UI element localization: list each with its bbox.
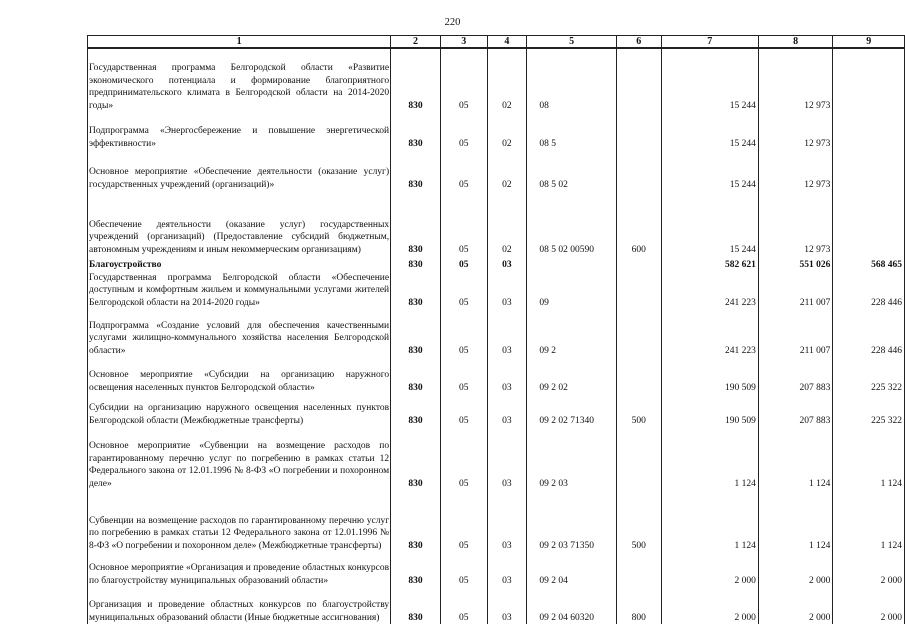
cell-subsection: 02	[487, 112, 527, 150]
cell-target-article: 08 5 02	[527, 150, 617, 191]
item-name: Основное мероприятие «Субсидии на организацию наружного освещения населенных пунктов Белгородской области»	[88, 357, 391, 394]
column-header: 3	[440, 36, 487, 49]
table-row	[88, 552, 905, 587]
column-header: 2	[391, 36, 441, 49]
cell-amount-col7: 1 124	[661, 490, 758, 552]
cell-amount-col9: 228 446	[833, 309, 905, 357]
cell-expense-type: 800	[616, 587, 661, 624]
cell-ministry: 830	[391, 490, 441, 552]
cell-target-article: 09 2 04 60320	[527, 587, 617, 624]
column-header: 9	[833, 36, 905, 49]
cell-subsection: 03	[487, 490, 527, 552]
table-row	[88, 48, 905, 112]
cell-expense-type: 500	[616, 490, 661, 552]
cell-amount-col9: 225 322	[833, 357, 905, 394]
cell-expense-type	[616, 150, 661, 191]
cell-amount-col9: 2 000	[833, 587, 905, 624]
cell-amount-col9	[833, 112, 905, 150]
item-name: Субсидии на организацию наружного освещения населенных пунктов Белгородской области (Межбюджетные трансферты)	[88, 394, 391, 427]
cell-ministry: 830	[391, 357, 441, 394]
cell-amount-col8: 211 007	[758, 309, 833, 357]
cell-amount-col7: 2 000	[661, 552, 758, 587]
cell-amount-col8: 2 000	[758, 552, 833, 587]
cell-expense-type: 500	[616, 394, 661, 427]
cell-expense-type	[616, 357, 661, 394]
cell-amount-col7: 15 244	[661, 112, 758, 150]
cell-expense-type	[616, 309, 661, 357]
cell-amount-col8: 2 000	[758, 587, 833, 624]
table-row	[88, 271, 905, 309]
cell-target-article: 08 5	[527, 112, 617, 150]
column-header: 1	[88, 36, 391, 49]
cell-ministry: 830	[391, 112, 441, 150]
cell-amount-col8: 551 026	[758, 256, 833, 271]
cell-ministry: 830	[391, 309, 441, 357]
cell-section: 05	[440, 394, 487, 427]
cell-ministry: 830	[391, 150, 441, 191]
cell-amount-col9: 2 000	[833, 552, 905, 587]
cell-target-article: 09 2 03	[527, 427, 617, 490]
cell-section: 05	[440, 552, 487, 587]
cell-amount-col9: 568 465	[833, 256, 905, 271]
table-row	[88, 256, 905, 271]
cell-expense-type	[616, 427, 661, 490]
cell-subsection: 03	[487, 309, 527, 357]
cell-section: 05	[440, 150, 487, 191]
cell-amount-col9: 225 322	[833, 394, 905, 427]
cell-target-article: 09 2 02	[527, 357, 617, 394]
cell-subsection: 03	[487, 427, 527, 490]
cell-amount-col7: 190 509	[661, 394, 758, 427]
cell-amount-col9: 1 124	[833, 427, 905, 490]
cell-target-article: 09 2 03 71350	[527, 490, 617, 552]
item-name: Государственная программа Белгородской области «Обеспечение доступным и комфортным жильем и коммунальными услугами жителей Белгородской области на 2014-2020 годы»	[89, 272, 390, 308]
cell-amount-col7: 582 621	[661, 256, 758, 271]
cell-section: 05	[440, 48, 487, 112]
cell-amount-col9	[833, 48, 905, 112]
item-name: Обеспечение деятельности (оказание услуг) государственных учреждений (организаций) (Предоставление субсидий бюджетным, автономным учреждениям и иным некоммерческим организациям)	[88, 191, 391, 256]
table-row	[88, 394, 905, 427]
item-name: Основное мероприятие «Субвенции на возмещение расходов по гарантированному перечню услуг по погребению в рамках статьи 12 Федерального закона от 12.01.1996 № 8-ФЗ «О погребении и похоронном деле»	[88, 427, 391, 490]
item-name: Государственная программа Белгородской области «Развитие экономического потенциала и формирование благоприятного предпринимательского климата в Белгородской области на 2014-2020 годы»	[88, 48, 391, 112]
cell-expense-type: 600	[616, 191, 661, 256]
cell-amount-col8: 211 007	[758, 271, 833, 309]
cell-subsection: 03	[487, 552, 527, 587]
column-header: 6	[616, 36, 661, 49]
cell-expense-type	[616, 271, 661, 309]
column-header: 4	[487, 36, 527, 49]
cell-ministry: 830	[391, 427, 441, 490]
item-name: Организация и проведение областных конкурсов по благоустройству муниципальных образований области (Иные бюджетные ассигнования)	[88, 587, 391, 624]
cell-section: 05	[440, 357, 487, 394]
table-row	[88, 150, 905, 191]
cell-amount-col8: 207 883	[758, 357, 833, 394]
item-name: Подпрограмма «Энергосбережение и повышение энергетической эффективности»	[88, 112, 391, 150]
cell-section: 05	[440, 427, 487, 490]
cell-target-article: 08 5 02 00590	[527, 191, 617, 256]
cell-section: 05	[440, 256, 487, 271]
cell-section: 05	[440, 587, 487, 624]
cell-subsection: 03	[487, 357, 527, 394]
cell-amount-col7: 190 509	[661, 357, 758, 394]
item-name: Подпрограмма «Создание условий для обеспечения качественными услугами жилищно-коммунального хозяйства населения Белгородской области»	[88, 309, 391, 357]
item-name: Благоустройство	[88, 256, 391, 271]
table-row	[88, 427, 905, 490]
cell-section: 05	[440, 309, 487, 357]
cell-section: 05	[440, 490, 487, 552]
cell-ministry: 830	[391, 587, 441, 624]
table-row	[88, 191, 905, 256]
cell-amount-col7: 1 124	[661, 427, 758, 490]
cell-expense-type	[616, 552, 661, 587]
page-number: 220	[444, 17, 461, 28]
table-row	[88, 490, 905, 552]
cell-target-article: 09 2	[527, 309, 617, 357]
cell-amount-col8: 12 973	[758, 112, 833, 150]
budget-table	[87, 35, 905, 624]
cell-section: 05	[440, 271, 487, 309]
cell-subsection: 03	[487, 271, 527, 309]
cell-subsection: 02	[487, 191, 527, 256]
cell-amount-col8: 12 973	[758, 191, 833, 256]
item-name: Основное мероприятие «Организация и проведение областных конкурсов по благоустройству муниципальных образований области»	[88, 552, 391, 587]
cell-amount-col7: 241 223	[661, 271, 758, 309]
cell-subsection: 03	[487, 256, 527, 271]
cell-amount-col9	[833, 191, 905, 256]
cell-amount-col8: 1 124	[758, 490, 833, 552]
column-header: 7	[661, 36, 758, 49]
cell-section: 05	[440, 191, 487, 256]
cell-subsection: 02	[487, 150, 527, 191]
table-header-row	[88, 36, 905, 49]
cell-subsection: 03	[487, 587, 527, 624]
cell-amount-col9	[833, 150, 905, 191]
cell-amount-col9: 1 124	[833, 490, 905, 552]
table-row	[88, 309, 905, 357]
item-name: Субвенции на возмещение расходов по гарантированному перечню услуг по погребению в рамках статьи 12 Федерального закона от 12.01.1996 № 8-ФЗ «О погребении и похоронном деле» (Межбюджетные трансферты)	[88, 490, 391, 552]
cell-amount-col7: 15 244	[661, 191, 758, 256]
cell-expense-type	[616, 48, 661, 112]
cell-amount-col8: 207 883	[758, 394, 833, 427]
cell-subsection: 02	[487, 48, 527, 112]
cell-subsection: 03	[487, 394, 527, 427]
cell-amount-col8: 12 973	[758, 150, 833, 191]
cell-target-article: 09 2 04	[527, 552, 617, 587]
cell-amount-col7: 2 000	[661, 587, 758, 624]
cell-ministry: 830	[391, 191, 441, 256]
cell-ministry: 830	[391, 394, 441, 427]
column-header: 8	[758, 36, 833, 49]
cell-amount-col7: 241 223	[661, 309, 758, 357]
item-name: Основное мероприятие «Обеспечение деятельности (оказание услуг) государственных учреждений (организаций)»	[88, 150, 391, 191]
column-header: 5	[527, 36, 617, 49]
cell-amount-col8: 1 124	[758, 427, 833, 490]
cell-section: 05	[440, 112, 487, 150]
cell-expense-type	[616, 112, 661, 150]
cell-ministry: 830	[391, 271, 441, 309]
table-row	[88, 112, 905, 150]
cell-amount-col7: 15 244	[661, 48, 758, 112]
table-row	[88, 357, 905, 394]
cell-target-article: 08	[527, 48, 617, 112]
cell-ministry: 830	[391, 256, 441, 271]
table-row	[88, 587, 905, 624]
cell-target-article: 09	[527, 271, 617, 309]
cell-amount-col7: 15 244	[661, 150, 758, 191]
cell-ministry: 830	[391, 552, 441, 587]
cell-ministry: 830	[391, 48, 441, 112]
cell-target-article	[527, 256, 617, 271]
cell-expense-type	[616, 256, 661, 271]
cell-amount-col8: 12 973	[758, 48, 833, 112]
cell-target-article: 09 2 02 71340	[527, 394, 617, 427]
cell-amount-col9: 228 446	[833, 271, 905, 309]
